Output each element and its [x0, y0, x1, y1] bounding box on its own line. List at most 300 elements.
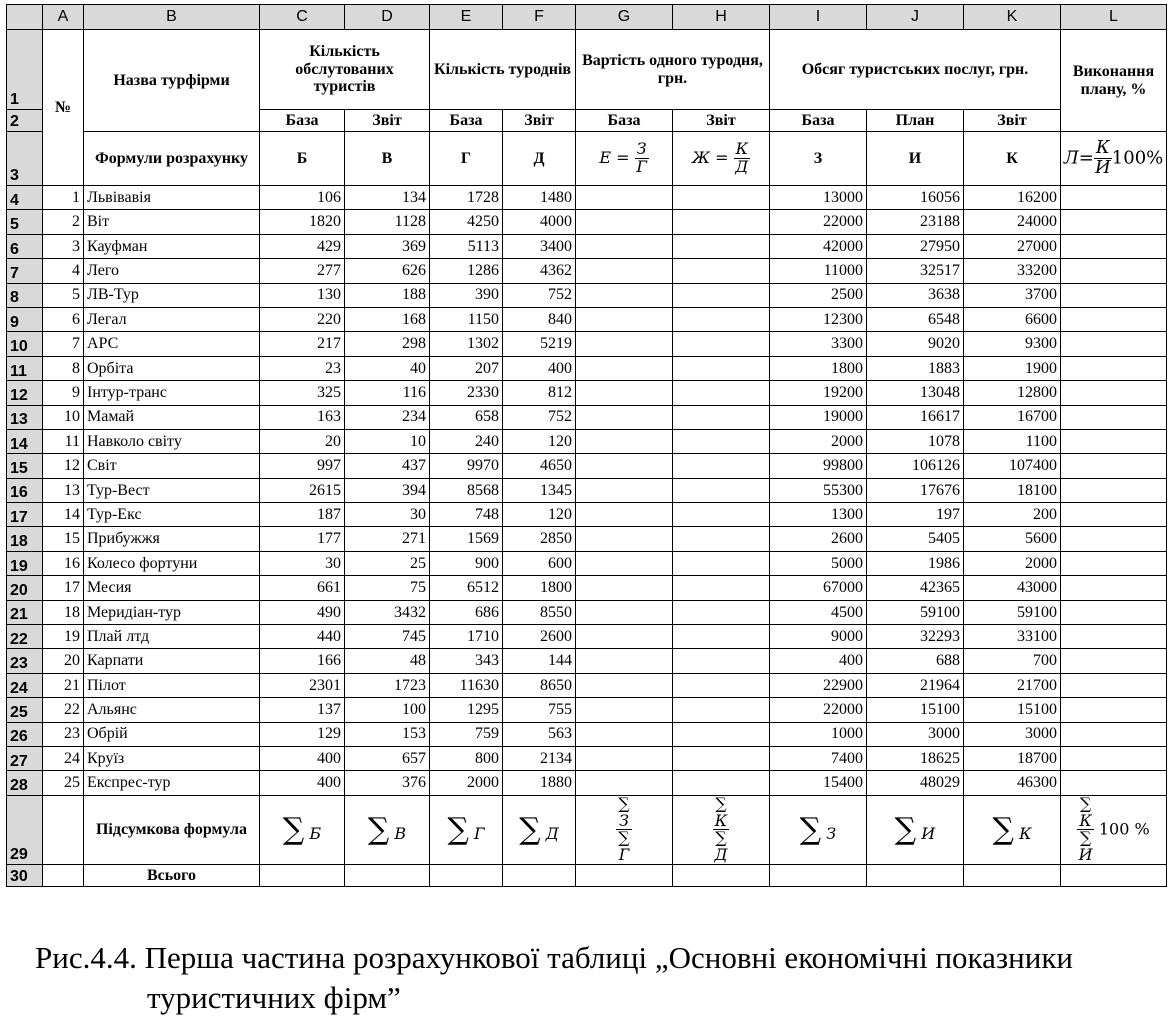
cell-e[interactable]: 5113 [430, 234, 503, 258]
row-header[interactable]: 26 [7, 722, 43, 746]
cell-g[interactable] [576, 503, 673, 527]
cell-i[interactable]: 1800 [770, 356, 867, 380]
header-volume[interactable]: Обсяг туристських послуг, грн. [770, 30, 1061, 110]
cell-c[interactable]: 217 [260, 332, 345, 356]
cell-i[interactable]: 11000 [770, 259, 867, 283]
row-header[interactable]: 5 [7, 210, 43, 234]
cell-d[interactable]: 188 [345, 283, 430, 307]
cell-h[interactable] [673, 722, 770, 746]
column-header-h[interactable]: H [673, 5, 770, 30]
row-header[interactable]: 20 [7, 576, 43, 600]
cell-k[interactable]: 1100 [964, 429, 1061, 453]
row-number-cell[interactable]: 12 [43, 454, 84, 478]
sub-header-d[interactable]: Звіт [345, 110, 430, 132]
firm-name-cell[interactable]: Експрес-тур [84, 771, 260, 795]
cell-j[interactable]: 3638 [867, 283, 964, 307]
cell-i[interactable]: 67000 [770, 576, 867, 600]
row-header[interactable]: 16 [7, 478, 43, 502]
cell-e[interactable]: 1302 [430, 332, 503, 356]
cell-j[interactable]: 1986 [867, 551, 964, 575]
cell-d[interactable]: 75 [345, 576, 430, 600]
cell-g[interactable] [576, 454, 673, 478]
cell-j[interactable]: 16617 [867, 405, 964, 429]
sub-header-k[interactable]: Звіт [964, 110, 1061, 132]
total-d[interactable] [345, 864, 430, 886]
sub-header-h[interactable]: Звіт [673, 110, 770, 132]
summary-a[interactable] [43, 795, 84, 864]
formula-letter-i[interactable]: З [770, 132, 867, 186]
cell-k[interactable]: 16700 [964, 405, 1061, 429]
row-number-cell[interactable]: 13 [43, 478, 84, 502]
row-header[interactable]: 2 [7, 110, 43, 132]
row-header[interactable]: 23 [7, 649, 43, 673]
total-f[interactable] [503, 864, 576, 886]
formula-letter-c[interactable]: Б [260, 132, 345, 186]
summary-h[interactable] [673, 795, 770, 864]
row-header[interactable]: 6 [7, 234, 43, 258]
summary-d[interactable] [345, 795, 430, 864]
row-header[interactable]: 28 [7, 771, 43, 795]
column-header-f[interactable]: F [503, 5, 576, 30]
row-header[interactable]: 21 [7, 600, 43, 624]
cell-l[interactable] [1061, 259, 1167, 283]
cell-d[interactable]: 745 [345, 625, 430, 649]
cell-c[interactable]: 490 [260, 600, 345, 624]
cell-c[interactable]: 400 [260, 771, 345, 795]
cell-e[interactable]: 1569 [430, 527, 503, 551]
cell-f[interactable]: 8550 [503, 600, 576, 624]
sub-header-j[interactable]: План [867, 110, 964, 132]
cell-i[interactable]: 13000 [770, 186, 867, 210]
cell-d[interactable]: 376 [345, 771, 430, 795]
firm-name-cell[interactable]: Меридіан-тур [84, 600, 260, 624]
cell-c[interactable]: 163 [260, 405, 345, 429]
cell-g[interactable] [576, 307, 673, 331]
cell-g[interactable] [576, 771, 673, 795]
firm-name-cell[interactable]: Обрій [84, 722, 260, 746]
cell-g[interactable] [576, 527, 673, 551]
row-number-cell[interactable]: 15 [43, 527, 84, 551]
cell-l[interactable] [1061, 600, 1167, 624]
cell-l[interactable] [1061, 186, 1167, 210]
cell-f[interactable]: 400 [503, 356, 576, 380]
cell-f[interactable]: 752 [503, 283, 576, 307]
firm-name-cell[interactable]: Лего [84, 259, 260, 283]
cell-g[interactable] [576, 234, 673, 258]
firm-name-cell[interactable]: Навколо світу [84, 429, 260, 453]
cell-i[interactable]: 19200 [770, 381, 867, 405]
cell-k[interactable]: 33100 [964, 625, 1061, 649]
cell-i[interactable]: 9000 [770, 625, 867, 649]
row-header[interactable]: 11 [7, 356, 43, 380]
cell-e[interactable]: 6512 [430, 576, 503, 600]
column-header-c[interactable]: C [260, 5, 345, 30]
cell-i[interactable]: 7400 [770, 746, 867, 770]
cell-f[interactable]: 8650 [503, 673, 576, 697]
cell-k[interactable]: 27000 [964, 234, 1061, 258]
cell-l[interactable] [1061, 576, 1167, 600]
cell-e[interactable]: 8568 [430, 478, 503, 502]
cell-d[interactable]: 40 [345, 356, 430, 380]
cell-c[interactable]: 1820 [260, 210, 345, 234]
header-tourists-served[interactable]: Кількість обслутованих туристів [260, 30, 430, 110]
cell-c[interactable]: 429 [260, 234, 345, 258]
cell-j[interactable]: 9020 [867, 332, 964, 356]
cell-f[interactable]: 752 [503, 405, 576, 429]
row-number-cell[interactable]: 20 [43, 649, 84, 673]
row-header[interactable]: 8 [7, 283, 43, 307]
row-number-cell[interactable]: 21 [43, 673, 84, 697]
cell-e[interactable]: 800 [430, 746, 503, 770]
firm-name-cell[interactable]: Круїз [84, 746, 260, 770]
firm-name-cell[interactable]: Мамай [84, 405, 260, 429]
cell-h[interactable] [673, 234, 770, 258]
cell-k[interactable]: 700 [964, 649, 1061, 673]
row-header[interactable]: 18 [7, 527, 43, 551]
cell-l[interactable] [1061, 356, 1167, 380]
firm-name-cell[interactable]: Інтур-транс [84, 381, 260, 405]
cell-j[interactable]: 32517 [867, 259, 964, 283]
cell-g[interactable] [576, 429, 673, 453]
row-header[interactable]: 30 [7, 864, 43, 886]
cell-j[interactable]: 1883 [867, 356, 964, 380]
header-plan-exec[interactable]: Виконання плану, % [1061, 30, 1167, 132]
cell-f[interactable]: 1880 [503, 771, 576, 795]
row-number-cell[interactable]: 10 [43, 405, 84, 429]
cell-e[interactable]: 658 [430, 405, 503, 429]
row-number-cell[interactable]: 2 [43, 210, 84, 234]
formula-letter-f[interactable]: Д [503, 132, 576, 186]
cell-d[interactable]: 234 [345, 405, 430, 429]
cell-c[interactable]: 129 [260, 722, 345, 746]
cell-j[interactable]: 27950 [867, 234, 964, 258]
cell-j[interactable]: 17676 [867, 478, 964, 502]
cell-h[interactable] [673, 600, 770, 624]
cell-e[interactable]: 1286 [430, 259, 503, 283]
cell-l[interactable] [1061, 332, 1167, 356]
row-number-cell[interactable]: 4 [43, 259, 84, 283]
cell-k[interactable]: 3000 [964, 722, 1061, 746]
formula-letter-e[interactable]: Г [430, 132, 503, 186]
cell-l[interactable] [1061, 210, 1167, 234]
cell-j[interactable]: 15100 [867, 698, 964, 722]
firm-name-cell[interactable]: Альянс [84, 698, 260, 722]
cell-f[interactable]: 4000 [503, 210, 576, 234]
summary-k[interactable] [964, 795, 1061, 864]
cell-c[interactable]: 2615 [260, 478, 345, 502]
cell-g[interactable] [576, 405, 673, 429]
cell-e[interactable]: 240 [430, 429, 503, 453]
column-header-b[interactable]: B [84, 5, 260, 30]
cell-d[interactable]: 626 [345, 259, 430, 283]
cell-g[interactable] [576, 600, 673, 624]
cell-l[interactable] [1061, 746, 1167, 770]
summary-i[interactable] [770, 795, 867, 864]
row-number-cell[interactable]: 1 [43, 186, 84, 210]
cell-f[interactable]: 600 [503, 551, 576, 575]
cell-d[interactable]: 437 [345, 454, 430, 478]
firm-name-cell[interactable]: ЛВ-Тур [84, 283, 260, 307]
column-header-d[interactable]: D [345, 5, 430, 30]
row-number-cell[interactable]: 25 [43, 771, 84, 795]
cell-c[interactable]: 30 [260, 551, 345, 575]
cell-d[interactable]: 657 [345, 746, 430, 770]
column-header-g[interactable]: G [576, 5, 673, 30]
cell-j[interactable]: 106126 [867, 454, 964, 478]
cell-d[interactable]: 1723 [345, 673, 430, 697]
firm-name-cell[interactable]: Львівавія [84, 186, 260, 210]
row-header[interactable]: 14 [7, 429, 43, 453]
formulas-label[interactable]: Формули розрахунку [84, 132, 260, 186]
cell-f[interactable]: 1345 [503, 478, 576, 502]
cell-g[interactable] [576, 551, 673, 575]
row-number-cell[interactable]: 9 [43, 381, 84, 405]
row-header[interactable]: 17 [7, 503, 43, 527]
cell-i[interactable]: 4500 [770, 600, 867, 624]
summary-c[interactable] [260, 795, 345, 864]
sub-header-c[interactable]: База [260, 110, 345, 132]
cell-h[interactable] [673, 405, 770, 429]
column-header-e[interactable]: E [430, 5, 503, 30]
column-header-j[interactable]: J [867, 5, 964, 30]
cell-h[interactable] [673, 698, 770, 722]
cell-k[interactable]: 43000 [964, 576, 1061, 600]
firm-name-cell[interactable]: Плай лтд [84, 625, 260, 649]
cell-l[interactable] [1061, 551, 1167, 575]
cell-e[interactable]: 2000 [430, 771, 503, 795]
cell-l[interactable] [1061, 503, 1167, 527]
cell-j[interactable]: 59100 [867, 600, 964, 624]
cell-f[interactable]: 144 [503, 649, 576, 673]
summary-l[interactable] [1061, 795, 1167, 864]
cell-d[interactable]: 48 [345, 649, 430, 673]
cell-g[interactable] [576, 283, 673, 307]
select-all-corner[interactable] [7, 5, 43, 30]
cell-k[interactable]: 2000 [964, 551, 1061, 575]
cell-j[interactable]: 48029 [867, 771, 964, 795]
cell-l[interactable] [1061, 771, 1167, 795]
cell-l[interactable] [1061, 307, 1167, 331]
firm-name-cell[interactable]: Колесо фортуни [84, 551, 260, 575]
summary-f[interactable] [503, 795, 576, 864]
cell-i[interactable]: 2000 [770, 429, 867, 453]
cell-i[interactable]: 99800 [770, 454, 867, 478]
summary-e[interactable] [430, 795, 503, 864]
cell-c[interactable]: 130 [260, 283, 345, 307]
cell-i[interactable]: 42000 [770, 234, 867, 258]
cell-k[interactable]: 16200 [964, 186, 1061, 210]
cell-g[interactable] [576, 746, 673, 770]
cell-l[interactable] [1061, 698, 1167, 722]
firm-name-cell[interactable]: Тур-Екс [84, 503, 260, 527]
total-h[interactable] [673, 864, 770, 886]
column-header-i[interactable]: I [770, 5, 867, 30]
cell-d[interactable]: 25 [345, 551, 430, 575]
cell-i[interactable]: 55300 [770, 478, 867, 502]
cell-k[interactable]: 3700 [964, 283, 1061, 307]
cell-h[interactable] [673, 381, 770, 405]
cell-g[interactable] [576, 649, 673, 673]
cell-c[interactable]: 220 [260, 307, 345, 331]
cell-c[interactable]: 661 [260, 576, 345, 600]
cell-c[interactable]: 997 [260, 454, 345, 478]
cell-g[interactable] [576, 625, 673, 649]
firm-name-cell[interactable]: Віт [84, 210, 260, 234]
cell-k[interactable]: 12800 [964, 381, 1061, 405]
firm-name-cell[interactable]: Месия [84, 576, 260, 600]
cell-l[interactable] [1061, 478, 1167, 502]
cell-f[interactable]: 120 [503, 429, 576, 453]
row-number-cell[interactable]: 18 [43, 600, 84, 624]
row-header[interactable]: 29 [7, 795, 43, 864]
row-number-cell[interactable]: 14 [43, 503, 84, 527]
row-number-cell[interactable]: 7 [43, 332, 84, 356]
cell-f[interactable]: 1480 [503, 186, 576, 210]
cell-g[interactable] [576, 673, 673, 697]
sub-header-g[interactable]: База [576, 110, 673, 132]
sub-header-f[interactable]: Звіт [503, 110, 576, 132]
total-i[interactable] [770, 864, 867, 886]
cell-h[interactable] [673, 503, 770, 527]
cell-f[interactable]: 120 [503, 503, 576, 527]
row-number-cell[interactable]: 24 [43, 746, 84, 770]
cell-d[interactable]: 3432 [345, 600, 430, 624]
cell-d[interactable]: 100 [345, 698, 430, 722]
row-number-cell[interactable]: 23 [43, 722, 84, 746]
row-number-cell[interactable]: 5 [43, 283, 84, 307]
row-header[interactable]: 13 [7, 405, 43, 429]
cell-l[interactable] [1061, 649, 1167, 673]
cell-f[interactable]: 755 [503, 698, 576, 722]
cell-j[interactable]: 21964 [867, 673, 964, 697]
cell-j[interactable]: 688 [867, 649, 964, 673]
cell-e[interactable]: 1295 [430, 698, 503, 722]
cell-e[interactable]: 9970 [430, 454, 503, 478]
cell-j[interactable]: 197 [867, 503, 964, 527]
cell-l[interactable] [1061, 405, 1167, 429]
cell-j[interactable]: 6548 [867, 307, 964, 331]
cell-h[interactable] [673, 186, 770, 210]
cell-g[interactable] [576, 576, 673, 600]
row-header[interactable]: 24 [7, 673, 43, 697]
row-header[interactable]: 15 [7, 454, 43, 478]
cell-d[interactable]: 10 [345, 429, 430, 453]
cell-e[interactable]: 4250 [430, 210, 503, 234]
cell-h[interactable] [673, 551, 770, 575]
total-j[interactable] [867, 864, 964, 886]
cell-e[interactable]: 1710 [430, 625, 503, 649]
cell-f[interactable]: 840 [503, 307, 576, 331]
cell-k[interactable]: 1900 [964, 356, 1061, 380]
cell-f[interactable]: 4650 [503, 454, 576, 478]
cell-i[interactable]: 3300 [770, 332, 867, 356]
cell-i[interactable]: 1300 [770, 503, 867, 527]
row-header[interactable]: 10 [7, 332, 43, 356]
cell-l[interactable] [1061, 283, 1167, 307]
firm-name-cell[interactable]: Кауфман [84, 234, 260, 258]
formula-g[interactable] [576, 132, 673, 186]
total-label[interactable]: Всього [84, 864, 260, 886]
cell-c[interactable]: 400 [260, 746, 345, 770]
cell-k[interactable]: 200 [964, 503, 1061, 527]
header-no[interactable]: № [43, 30, 84, 186]
cell-g[interactable] [576, 210, 673, 234]
column-header-l[interactable]: L [1061, 5, 1167, 30]
row-number-cell[interactable]: 3 [43, 234, 84, 258]
cell-e[interactable]: 748 [430, 503, 503, 527]
cell-d[interactable]: 168 [345, 307, 430, 331]
sub-header-i[interactable]: База [770, 110, 867, 132]
row-header[interactable]: 22 [7, 625, 43, 649]
cell-l[interactable] [1061, 234, 1167, 258]
cell-e[interactable]: 343 [430, 649, 503, 673]
cell-c[interactable]: 440 [260, 625, 345, 649]
summary-g[interactable] [576, 795, 673, 864]
firm-name-cell[interactable]: Пілот [84, 673, 260, 697]
column-header-a[interactable]: A [43, 5, 84, 30]
cell-j[interactable]: 32293 [867, 625, 964, 649]
firm-name-cell[interactable]: Прибужжя [84, 527, 260, 551]
row-header[interactable]: 1 [7, 30, 43, 110]
row-header[interactable]: 7 [7, 259, 43, 283]
summary-j[interactable] [867, 795, 964, 864]
row-number-cell[interactable]: 16 [43, 551, 84, 575]
total-l[interactable] [1061, 864, 1167, 886]
cell-h[interactable] [673, 332, 770, 356]
cell-e[interactable]: 390 [430, 283, 503, 307]
cell-l[interactable] [1061, 625, 1167, 649]
cell-g[interactable] [576, 381, 673, 405]
row-number-cell[interactable]: 17 [43, 576, 84, 600]
cell-c[interactable]: 325 [260, 381, 345, 405]
total-c[interactable] [260, 864, 345, 886]
cell-i[interactable]: 2500 [770, 283, 867, 307]
row-header[interactable]: 9 [7, 307, 43, 331]
cell-c[interactable]: 106 [260, 186, 345, 210]
header-tour-days[interactable]: Кількість туроднів [430, 30, 576, 110]
cell-c[interactable]: 187 [260, 503, 345, 527]
cell-l[interactable] [1061, 722, 1167, 746]
cell-c[interactable]: 277 [260, 259, 345, 283]
cell-g[interactable] [576, 186, 673, 210]
cell-i[interactable]: 22000 [770, 698, 867, 722]
cell-j[interactable]: 42365 [867, 576, 964, 600]
cell-i[interactable]: 1000 [770, 722, 867, 746]
cell-f[interactable]: 812 [503, 381, 576, 405]
cell-h[interactable] [673, 283, 770, 307]
cell-h[interactable] [673, 259, 770, 283]
total-e[interactable] [430, 864, 503, 886]
cell-f[interactable]: 1800 [503, 576, 576, 600]
cell-i[interactable]: 22900 [770, 673, 867, 697]
cell-i[interactable]: 2600 [770, 527, 867, 551]
cell-h[interactable] [673, 527, 770, 551]
cell-k[interactable]: 24000 [964, 210, 1061, 234]
formula-h[interactable] [673, 132, 770, 186]
cell-c[interactable]: 166 [260, 649, 345, 673]
total-g[interactable] [576, 864, 673, 886]
cell-e[interactable]: 759 [430, 722, 503, 746]
cell-h[interactable] [673, 649, 770, 673]
cell-c[interactable]: 177 [260, 527, 345, 551]
cell-e[interactable]: 1728 [430, 186, 503, 210]
firm-name-cell[interactable]: Тур-Вест [84, 478, 260, 502]
cell-f[interactable]: 4362 [503, 259, 576, 283]
cell-f[interactable]: 563 [503, 722, 576, 746]
cell-d[interactable]: 271 [345, 527, 430, 551]
cell-f[interactable]: 2600 [503, 625, 576, 649]
cell-c[interactable]: 23 [260, 356, 345, 380]
